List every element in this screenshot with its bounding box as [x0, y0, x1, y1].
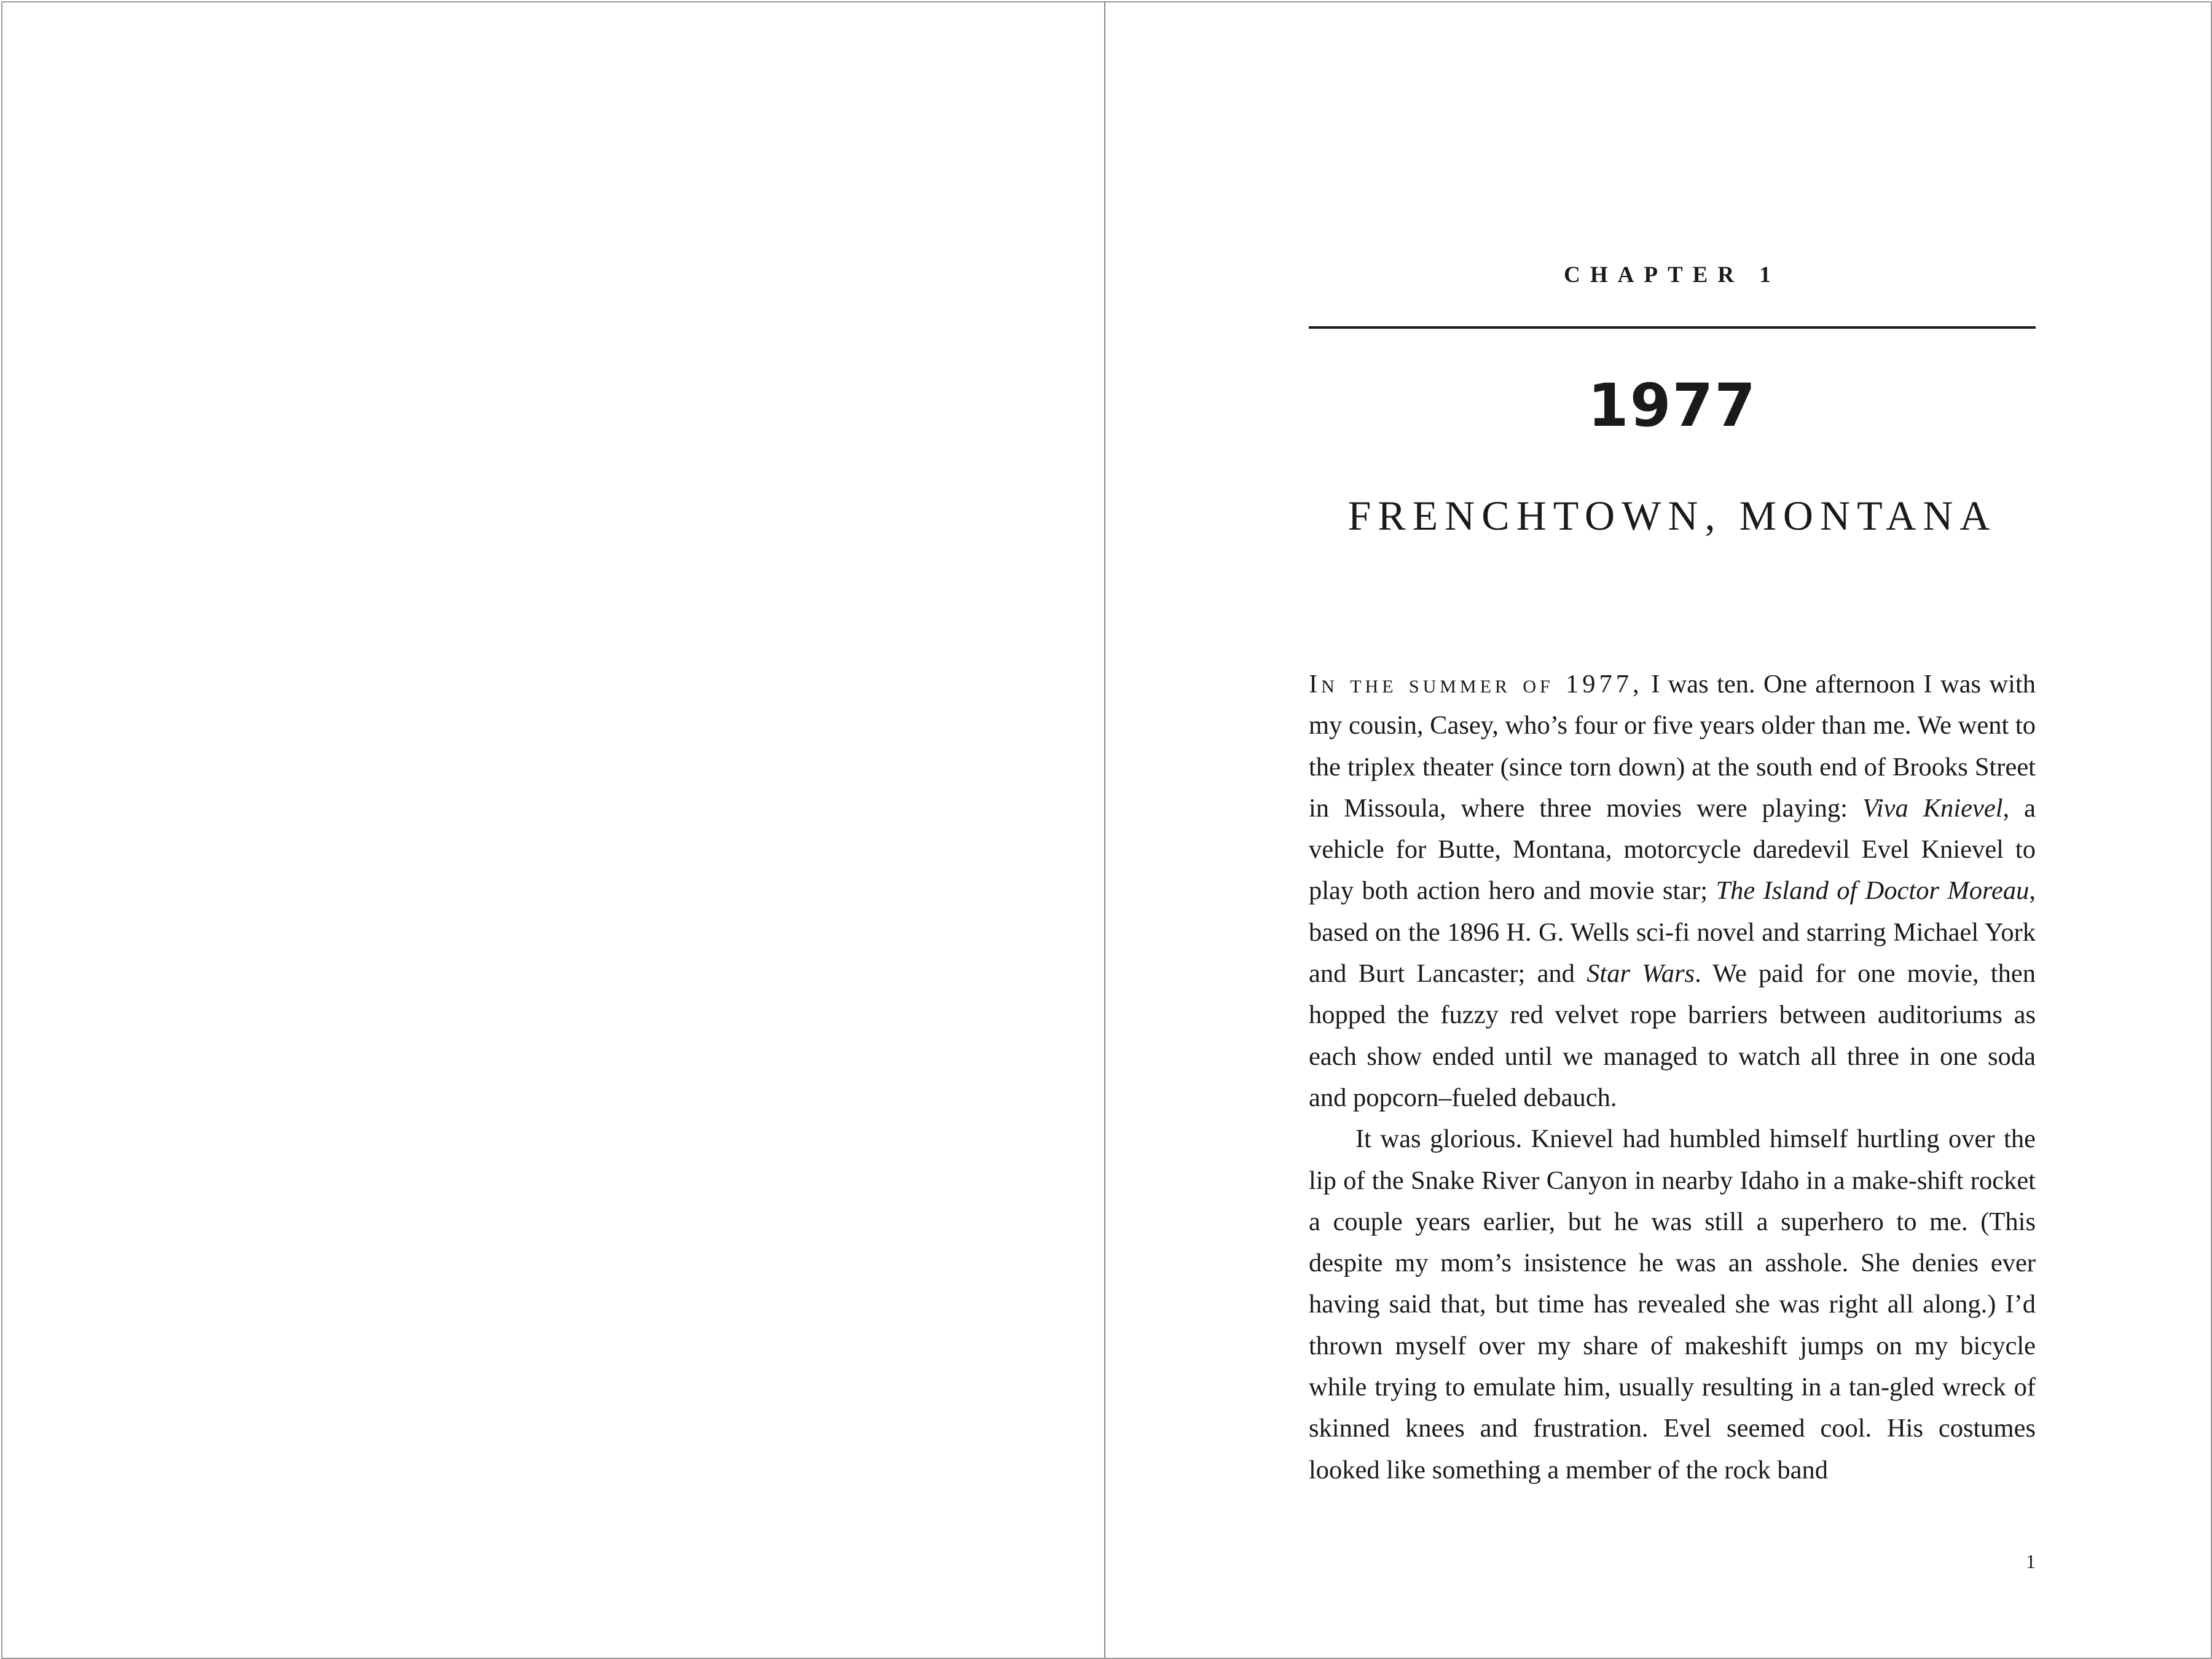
gutter-line	[1104, 1, 1105, 1658]
body-text	[1309, 664, 2036, 1491]
paragraph-1-text-1: I was ten. One afternoon I was with my cousin, Casey, who’s four or five years older than me. We went to the triplex theater (since torn down) at the south end of Brooks Street in Missoula, where three movies were playing:	[1309, 670, 2036, 823]
film-title-island-of-doctor-moreau: The Island of Doctor Moreau	[1716, 876, 2030, 906]
chapter-subtitle-place: FRENCHTOWN, MONTANA	[1347, 492, 1997, 539]
paragraph-2: It was glorious. Knievel had humbled himself hurtling over the lip of the Snake River Canyon in nearby Idaho in a make-shift rocket a couple years earlier, but he was still a superhero to me. (This despite my mom’s insistence he was an asshole. She denies ever having said that, but time has revealed she was right all along.) I’d thrown myself over my share of makeshift jumps on my bicycle while trying to emulate him, usually resulting in a tan-gled wreck of skinned knees and frustration. Evel seemed cool. His costumes looked like something a member of the rock band	[1309, 1124, 2036, 1484]
page-number: 1	[2026, 1550, 2036, 1572]
paragraph-1-text-4: . We paid for one movie, then hopped the fuzzy red velvet rope barriers between auditoriums as each show ended until we managed to watch all three in one soda and popcorn–fueled debauch.	[1309, 959, 2036, 1112]
chapter-rule	[1309, 326, 2036, 329]
film-title-viva-knievel: Viva Knievel	[1862, 793, 2003, 823]
paragraph-1-text-3: , based on the 1896 H. G. Wells sci-fi novel and starring Michael York and Burt Lancaster; and	[1309, 876, 2036, 989]
paragraph-1	[1309, 664, 2036, 1118]
left-page-blank	[1, 1, 1105, 1659]
chapter-title-year: 1977	[1587, 371, 1757, 440]
lead-in-smallcaps: In the summer of 1977,	[1309, 670, 1643, 699]
film-title-star-wars: Star Wars	[1586, 959, 1695, 989]
chapter-label: CHAPTER 1	[1564, 262, 1781, 288]
paragraph-1-text-2: , a vehicle for Butte, Montana, motorcycle daredevil Evel Knievel to play both action hero and movie star;	[1309, 793, 2036, 906]
